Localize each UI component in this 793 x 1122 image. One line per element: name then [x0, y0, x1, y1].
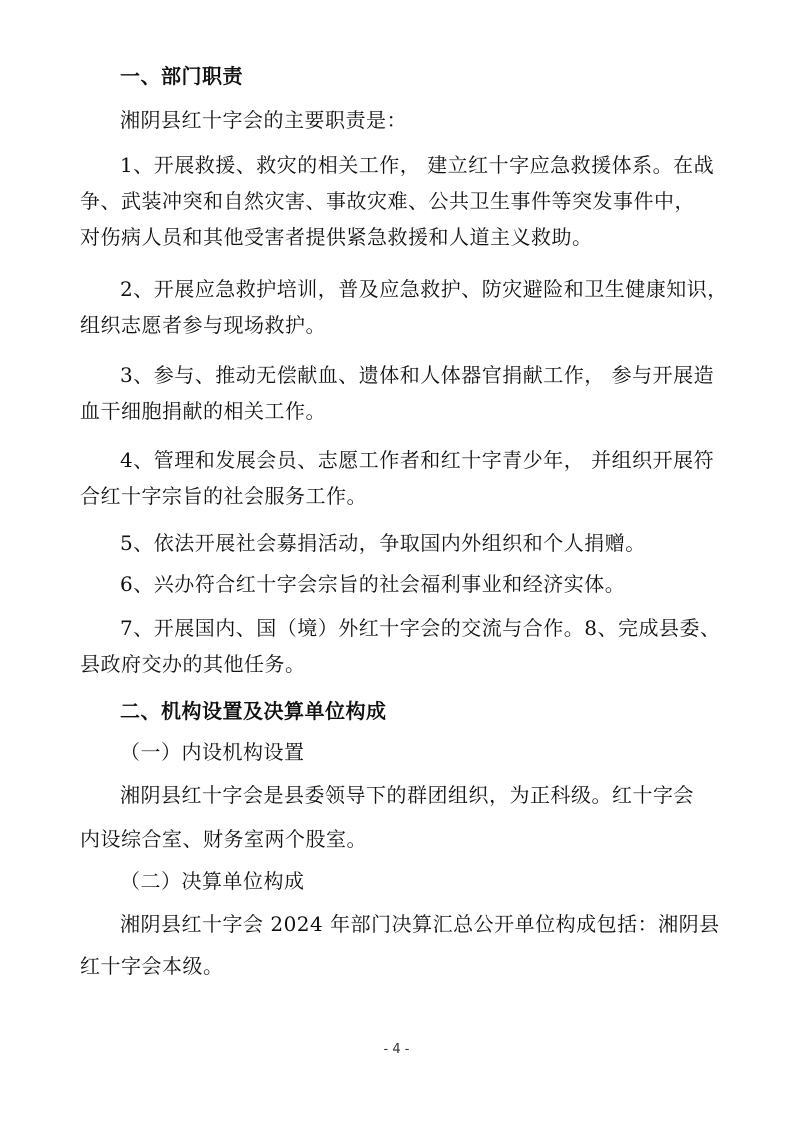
subsection-1-line-2: 内设综合室、财务室两个股室。 [80, 827, 367, 851]
duty-item-7-line-1: 7、开展国内、国（境）外红十字会的交流与合作。8、完成县委、 [120, 616, 721, 640]
duty-item-2-line-2: 组织志愿者参与现场救护。 [80, 313, 326, 337]
subsection-2-line-2: 红十字会本级。 [80, 954, 224, 978]
duty-item-4-line-1: 4、管理和发展会员、志愿工作者和红十字青少年， 并组织开展符 [120, 448, 715, 472]
duty-item-2-line-1: 2、开展应急救护培训，普及应急救护、防灾避险和卫生健康知识， [120, 277, 728, 301]
duty-item-7-line-2: 县政府交办的其他任务。 [80, 652, 306, 676]
section-1-intro: 湘阴县红十字会的主要职责是： [120, 108, 407, 132]
duty-item-5-line-1: 5、依法开展社会募捐活动，争取国内外组织和个人捐赠。 [120, 531, 646, 555]
subsection-1-title: （一）内设机构设置 [120, 740, 305, 764]
duty-item-4-line-2: 合红十字宗旨的社会服务工作。 [80, 484, 367, 508]
duty-item-1-line-3: 对伤病人员和其他受害者提供紧急救援和人道主义救助。 [80, 225, 593, 249]
subsection-2-line-1: 湘阴县红十字会 2024 年部门决算汇总公开单位构成包括：湘阴县 [120, 912, 720, 936]
duty-item-1-line-2: 争、武装冲突和自然灾害、事故灾难、公共卫生事件等突发事件中， [80, 189, 695, 213]
subsection-1-line-1: 湘阴县红十字会是县委领导下的群团组织，为正科级。红十字会 [120, 783, 694, 807]
duty-item-3-line-2: 血干细胞捐献的相关工作。 [80, 399, 326, 423]
page-number: - 4 - [383, 1042, 410, 1057]
duty-item-3-line-1: 3、参与、推动无偿献血、遗体和人体器官捐献工作， 参与开展造 [120, 363, 715, 387]
section-1-heading: 一、部门职责 [120, 64, 243, 88]
duty-item-6-line-1: 6、兴办符合红十字会宗旨的社会福利事业和经济实体。 [120, 572, 626, 596]
section-2-heading: 二、机构设置及决算单位构成 [120, 699, 387, 723]
duty-item-1-line-1: 1、开展救援、救灾的相关工作， 建立红十字应急救援体系。在战 [120, 153, 715, 177]
subsection-2-title: （二）决算单位构成 [120, 869, 305, 893]
